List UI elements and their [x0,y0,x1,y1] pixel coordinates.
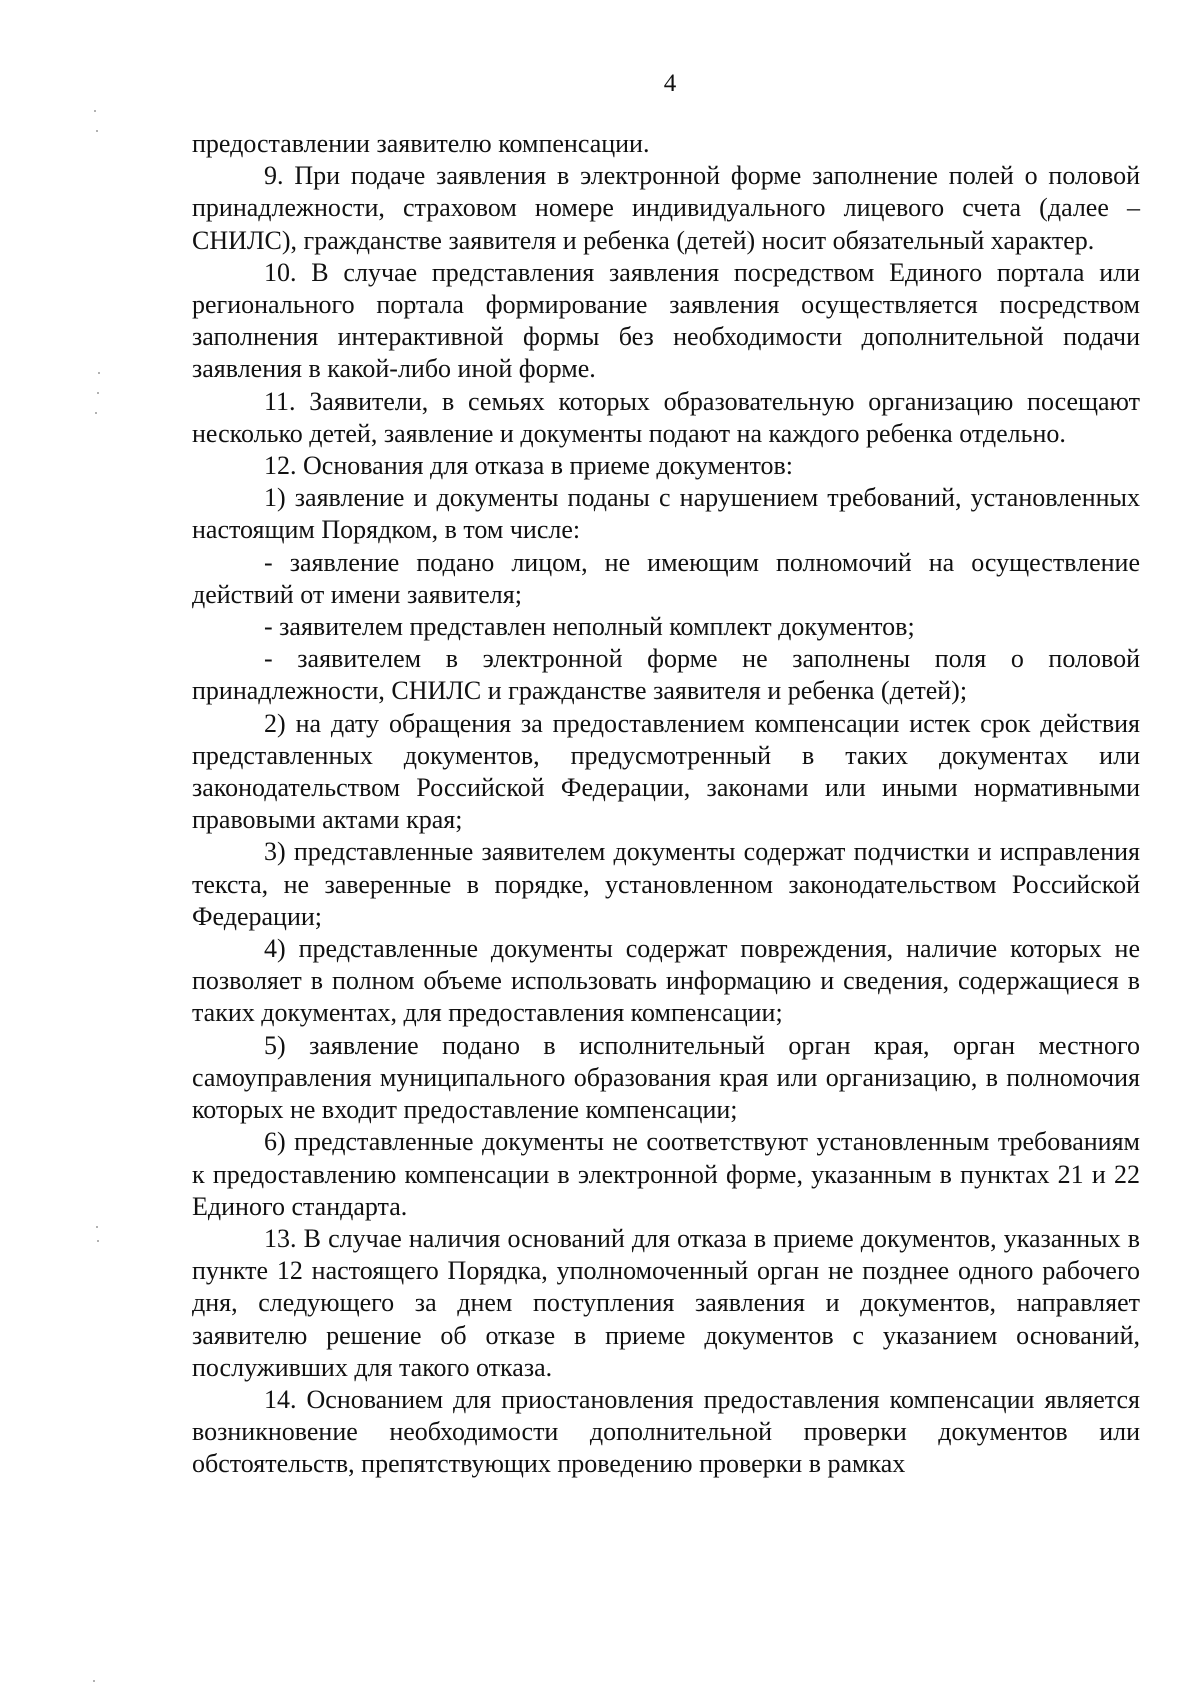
paragraph: 4) представленные документы содержат повреждения, наличие которых не позволяет в полном объеме использовать информацию и сведения, содержащиеся в таких документах, для предоставления компенсации; [192,934,1140,1028]
document-body [192,128,1140,1481]
scan-artifact [96,130,98,132]
paragraph: 13. В случае наличия оснований для отказа в приеме документов, указанных в пункте 12 настоящего Порядка, уполномоченный орган не позднее одного рабочего дня, следующего за днем поступления заявления и документов, направляет заявителю решение об отказе в приеме документов с указанием оснований, послуживших для такого отказа. [192,1223,1140,1382]
paragraph: 6) представленные документы не соответствуют установленным требованиям к предоставлению компенсации в электронной форме, указанным в пунктах 21 и 22 Единого стандарта. [192,1127,1140,1221]
paragraph: 2) на дату обращения за предоставлением компенсации истек срок действия представленных документов, предусмотренный в таких документах или законодательством Российской Федерации, законами или иными нормативными правовыми актами края; [192,708,1140,835]
scan-artifact [97,1240,99,1242]
paragraph: - заявителем в электронной форме не заполнены поля о половой принадлежности, СНИЛС и гражданстве заявителя и ребенка (детей); [192,644,1140,706]
paragraph: 12. Основания для отказа в приеме документов: [264,451,793,481]
paragraph: предоставлении заявителю компенсации. [192,129,650,158]
paragraph: - заявителем представлен неполный комплект документов; [264,612,915,642]
paragraph: 9. При подаче заявления в электронной форме заполнение полей о половой принадлежности, страховом номере индивидуального лицевого счета (далее – СНИЛС), гражданстве заявителя и ребенка (детей) носит обязательный характер. [192,161,1140,255]
paragraph: 3) представленные заявителем документы содержат подчистки и исправления текста, не заверенные в порядке, установленном законодательством Российской Федерации; [192,837,1140,931]
scan-artifact [96,1226,98,1228]
paragraph: 5) заявление подано в исполнительный орган края, орган местного самоуправления муниципального образования края или организацию, в полномочия которых не входит предоставление компенсации; [192,1030,1140,1125]
paragraph: - заявление подано лицом, не имеющим полномочий на осуществление действий от имени заявителя; [192,547,1140,609]
scan-artifact [97,392,99,394]
scan-artifact [98,372,100,374]
scan-artifact [94,110,96,112]
paragraph: 11. Заявители, в семьях которых образовательную организацию посещают несколько детей, заявление и документы подают на каждого ребенка отдельно. [192,386,1140,448]
scan-artifact [93,1680,95,1682]
scan-artifact [95,412,97,414]
paragraph: 14. Основанием для приостановления предоставления компенсации является возникновение необходимости дополнительной проверки документов или обстоятельств, препятствующих проведению проверки в рамках [192,1384,1140,1479]
paragraph: 1) заявление и документы поданы с нарушением требований, установленных настоящим Порядком, в том числе: [192,483,1140,545]
paragraph: 10. В случае представления заявления посредством Единого портала или регионального портала формирование заявления осуществляется посредством заполнения интерактивной формы без необходимости дополнительной подачи заявления в какой-либо иной форме. [192,257,1140,384]
page-number: 4 [663,70,677,97]
